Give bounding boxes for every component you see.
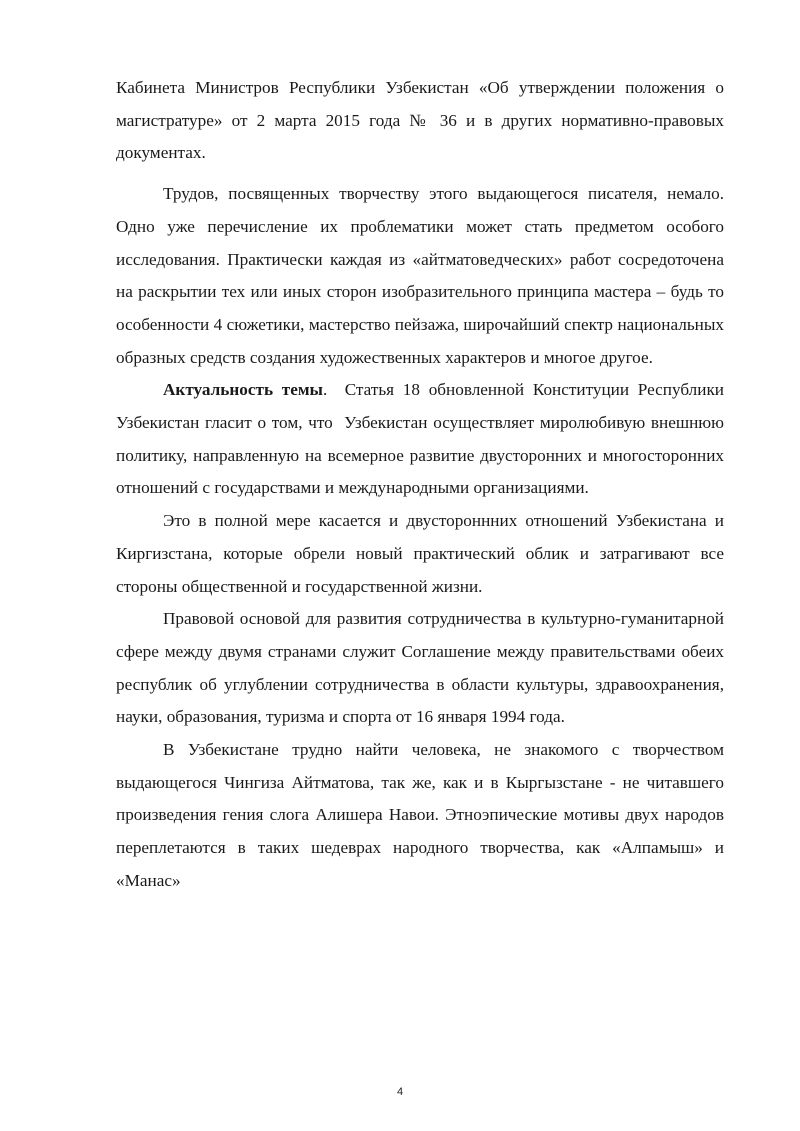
paragraph-legal-basis: Правовой основой для развития сотрудничества в культурно-гуманитарной сфере между двумя странами служит Соглашение между правительствами обеих республик об углублении сотрудничества в области культуры, здравоохранения, науки, образования, туризма и спорта от 16 января 1994 года.	[116, 609, 724, 727]
relevance-heading: Актуальность темы	[163, 380, 323, 400]
paragraph-relevance	[116, 374, 729, 505]
page-number: 4	[396, 1086, 404, 1098]
paragraph-aitmatov-navoi: В Узбекистане трудно найти человека, не знакомого с творчеством выдающегося Чингиза Айтматова, так же, как и в Кыргызстане - не читавшего произведения гения слога Алишера Навои. Этноэпические мотивы двух народов переплетаются в таких шедеврах народного творчества, как «Алпамыш» и «Манас»	[116, 740, 724, 890]
paragraph-continuation: Кабинета Министров Республики Узбекистан «Об утверждении положения о магистратуре» от 2 марта 2015 года № 36 и в других нормативно-правовых документах.	[116, 78, 724, 163]
paragraph-works-overview: Трудов, посвященных творчеству этого выдающегося писателя, немало. Одно уже перечисление их проблематики может стать предметом особого исследования. Практически каждая из «айтматоведческих» работ сосредоточена на раскрытии тех или иных сторон изобразительного принципа мастера – будь то особенности 4 сюжетики, мастерство пейзажа, широчайший спектр национальных образных средств создания художественных характеров и многое другое.	[116, 184, 724, 367]
relevance-text: Статья 18 обновленной Конституции Республики Узбекистан гласит о том, что Узбекистан осуществляет миролюбивую внешнюю политику, направленную на всемерное развитие двусторонних и многосторонних отношений с государствами и международными организациями.	[116, 380, 729, 498]
paragraph-bilateral-relations: Это в полной мере касается и двустороннних отношений Узбекистана и Киргизстана, которые обрели новый практический облик и затрагивают все стороны общественной и государственной жизни.	[116, 511, 724, 596]
body-text	[116, 72, 729, 898]
relevance-heading-punct: .	[322, 380, 328, 400]
